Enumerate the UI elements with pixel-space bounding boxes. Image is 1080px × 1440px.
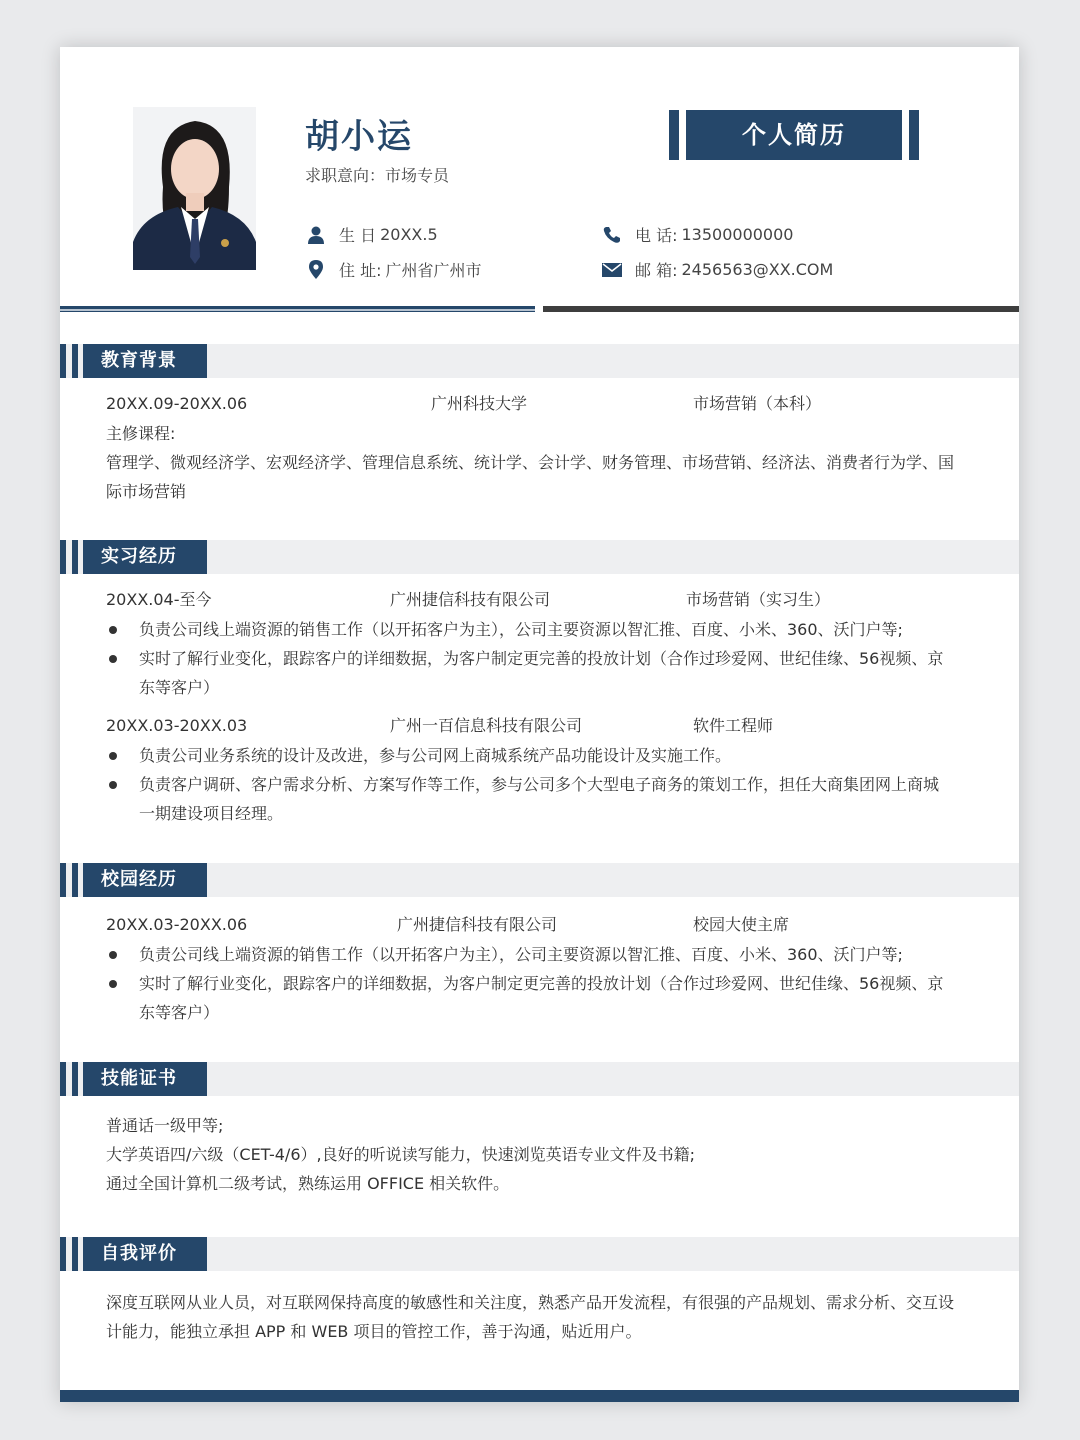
birth-value: 20XX.5 [380, 225, 438, 244]
job-row [106, 589, 966, 611]
person-icon [305, 224, 327, 246]
education-major: 市场营销（本科） [693, 394, 822, 413]
job-company: 广州捷信科技有限公司 [390, 590, 551, 609]
skill-line: 大学英语四/六级（CET-4/6）,良好的听说读写能力，快速浏览英语专业文件及书籍; [106, 1145, 695, 1164]
job-role: 市场营销（实习生） [686, 590, 831, 609]
job-bullet: 负责公司线上端资源的销售工作（以开拓客户为主），公司主要资源以智汇推、百度、小米、360、沃门户等; [106, 615, 966, 644]
education-row [106, 393, 966, 415]
campus-period: 20XX.03-20XX.06 [106, 915, 248, 934]
campus-company: 广州捷信科技有限公司 [397, 915, 558, 934]
job-row [106, 715, 966, 737]
address-label: 住 址: [339, 261, 382, 280]
mail-icon [601, 259, 623, 281]
section-skills-title: 技能证书 [83, 1062, 207, 1096]
job-bullet: 实时了解行业变化，跟踪客户的详细数据，为客户制定更完善的投放计划（合作过珍爱网、世纪佳缘、56视频、京东等客户） [106, 644, 966, 702]
resume-title-badge [669, 110, 919, 160]
skill-line: 通过全国计算机二级考试，熟练运用 OFFICE 相关软件。 [106, 1174, 510, 1193]
job-period: 20XX.03-20XX.03 [106, 716, 248, 735]
section-self-header [60, 1237, 1019, 1271]
section-education-header [60, 344, 1019, 378]
self-evaluation-text: 深度互联网从业人员，对互联网保持高度的敏感性和关注度，熟悉产品开发流程，有很强的产品规划、需求分析、交互设计能力，能独立承担 APP 和 WEB 项目的管控工作，善于沟通，贴近用户。 [106, 1293, 955, 1341]
phone-icon [601, 224, 623, 246]
footer-bar [60, 1390, 1019, 1402]
address-info [305, 258, 482, 281]
section-campus-title: 校园经历 [83, 863, 207, 897]
resume-title: 个人简历 [686, 110, 902, 160]
birth-label: 生 日 [339, 226, 377, 245]
birth-info [305, 223, 438, 246]
section-skills-header [60, 1062, 1019, 1096]
campus-bullet: 负责公司线上端资源的销售工作（以开拓客户为主），公司主要资源以智汇推、百度、小米、360、沃门户等; [106, 940, 966, 969]
skill-line: 普通话一级甲等; [106, 1116, 224, 1135]
badge-bar-left [669, 110, 679, 160]
email-info [601, 258, 833, 281]
job-bullet: 负责客户调研、客户需求分析、方案写作等工作，参与公司多个大型电子商务的策划工作，担任大商集团网上商城一期建设项目经理。 [106, 770, 966, 828]
campus-role: 校园大使主席 [693, 915, 790, 934]
phone-label: 电 话: [635, 226, 678, 245]
job-period: 20XX.04-至今 [106, 590, 212, 609]
address-value: 广州省广州市 [385, 261, 482, 280]
section-self-title: 自我评价 [83, 1237, 207, 1271]
phone-info [601, 223, 793, 246]
job-intent: 求职意向：市场专员 [305, 166, 450, 185]
section-campus-header [60, 863, 1019, 897]
header-divider-right [543, 306, 1019, 312]
location-icon [305, 259, 327, 281]
courses-label: 主修课程: [106, 424, 176, 443]
header-divider-left-inner [60, 309, 535, 311]
profile-photo [133, 107, 256, 270]
badge-bar-right [909, 110, 919, 160]
education-period: 20XX.09-20XX.06 [106, 394, 248, 413]
campus-bullet: 实时了解行业变化，跟踪客户的详细数据，为客户制定更完善的投放计划（合作过珍爱网、世纪佳缘、56视频、京东等客户） [106, 969, 966, 1027]
campus-row [106, 914, 966, 936]
email-value: 2456563@XX.COM [681, 260, 834, 279]
job-role: 软件工程师 [693, 716, 774, 735]
email-label: 邮 箱: [635, 261, 678, 280]
section-education-title: 教育背景 [83, 344, 207, 378]
job-bullet: 负责公司业务系统的设计及改进，参与公司网上商城系统产品功能设计及实施工作。 [106, 741, 966, 770]
section-internship-title: 实习经历 [83, 540, 207, 574]
phone-value: 13500000000 [681, 225, 794, 244]
courses-text: 管理学、微观经济学、宏观经济学、管理信息系统、统计学、会计学、财务管理、市场营销、经济法、消费者行为学、国际市场营销 [106, 453, 955, 501]
education-school: 广州科技大学 [431, 394, 528, 413]
job-company: 广州一百信息科技有限公司 [390, 716, 583, 735]
resume-page [60, 47, 1019, 1402]
candidate-name: 胡小运 [305, 117, 413, 157]
section-internship-header [60, 540, 1019, 574]
